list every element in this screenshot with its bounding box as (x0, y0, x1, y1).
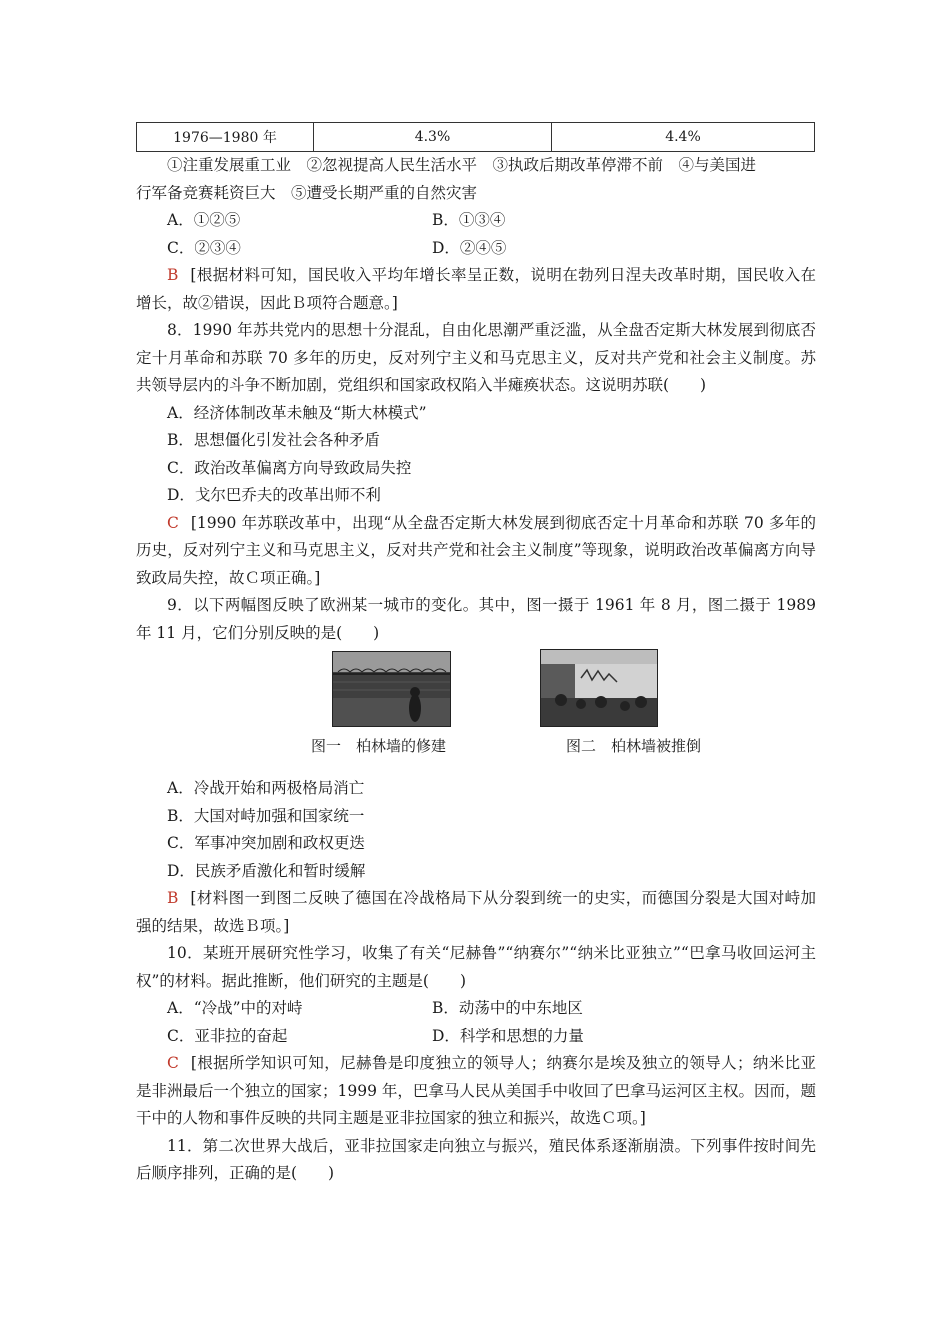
q11-stem: 11．第二次世界大战后，亚非拉国家走向独立与振兴，殖民体系逐渐崩溃。下列事件按时间先后顺序排列，正确的是( ) (136, 1136, 816, 1182)
q10-option-a: A．“冷战”中的对峙 (167, 999, 303, 1017)
q7-items-line1: ①注重发展重工业 ②忽视提高人民生活水平 ③执政后期改革停滞不前 ④与美国进 (167, 156, 757, 174)
q7-options-row1 (136, 207, 816, 235)
q10-options-row2 (136, 1023, 816, 1051)
q9-option-c: C．军事冲突加剧和政权更迭 (167, 834, 365, 852)
q8-explanation (136, 510, 816, 593)
figure-1 (306, 647, 451, 756)
q8-answer: C (167, 513, 179, 532)
q9-option-d: D．民族矛盾激化和暂时缓解 (167, 861, 366, 880)
q7-option-a: A．①②⑤ (167, 211, 241, 229)
q8-option-a: A．经济体制改革未触及“斯大林模式” (167, 403, 427, 422)
q7-option-c: C．②③④ (167, 238, 241, 257)
q8-explanation-text: [1990 年苏联改革中，出现“从全盘否定斯大林发展到彻底否定十月革命和苏联 70 多年的历史，反对列宁主义和马克思主义，反对共产党和社会主义制度”等现象，说明政治改革偏离方向导致政局失控，故Ｃ项正确。] (136, 513, 816, 587)
q9-option-a: A．冷战开始和两极格局消亡 (167, 779, 365, 797)
q8-option-d: D．戈尔巴乔夫的改革出师不利 (167, 486, 381, 504)
q7-explanation (136, 262, 816, 317)
berlin-wall-fall-photo (540, 649, 658, 727)
berlin-wall-construction-photo (332, 651, 451, 727)
q7-explanation-text: [根据材料可知，国民收入平均年增长率呈正数，说明在勃列日涅夫改革时期，国民收入在增长，故②错误，因此Ｂ项符合题意。] (136, 266, 816, 312)
q10-option-c: C．亚非拉的奋起 (167, 1026, 288, 1045)
q10-explanation-text: [根据所学知识可知，尼赫鲁是印度独立的领导人；纳赛尔是埃及独立的领导人；纳米比亚是非洲最后一个独立的国家；1999 年，巴拿马人民从美国手中收回了巴拿马运河区主权。因而，题干中的人物和事件反映的共同主题是亚非拉国家的独立和振兴，故选Ｃ项。] (136, 1054, 816, 1127)
figure-2-caption: 图二 柏林墙被推倒 (566, 737, 702, 755)
q10-stem: 10．某班开展研究性学习，收集了有关“尼赫鲁”“纳赛尔”“纳米比亚独立”“巴拿马收回运河主权”的材料。据此推断，他们研究的主题是( ) (136, 944, 816, 990)
q7-option-b: B．①③④ (432, 211, 506, 229)
figure-2 (566, 647, 701, 756)
q9-explanation (136, 885, 816, 940)
q10-explanation (136, 1050, 816, 1133)
q7-option-d: D．②④⑤ (432, 238, 507, 257)
table-cell-value-1: 4.3% (314, 123, 552, 152)
q9-option-b: B．大国对峙加强和国家统一 (167, 806, 365, 825)
q10-option-d: D．科学和思想的力量 (432, 1026, 584, 1045)
q9-answer: B (167, 889, 179, 907)
growth-table (136, 122, 815, 152)
q10-answer: C (167, 1054, 179, 1072)
table-cell-value-2: 4.4% (552, 123, 815, 152)
q8-option-c: C．政治改革偏离方向导致政局失控 (167, 458, 412, 477)
q10-option-b: B．动荡中的中东地区 (432, 999, 583, 1017)
q8-stem: 8．1990 年苏共党内的思想十分混乱，自由化思潮严重泛滥，从全盘否定斯大林发展到彻底否定十月革命和苏联 70 多年的历史，反对列宁主义和马克思主义，反对共产党和社会主义制度。苏共领导层内的斗争不断加剧，党组织和国家政权陷入半瘫痪状态。这说明苏联( ) (136, 321, 816, 394)
q10-options-row1 (136, 995, 816, 1023)
table-cell-period: 1976—1980 年 (137, 123, 314, 152)
q9-explanation-text: [材料图一到图二反映了德国在冷战格局下从分裂到统一的史实，而德国分裂是大国对峙加强的结果，故选Ｂ项。] (136, 889, 816, 935)
document-page (136, 122, 816, 1188)
q8-option-b: B．思想僵化引发社会各种矛盾 (167, 431, 380, 449)
q9-stem: 9．以下两幅图反映了欧洲某一城市的变化。其中，图一摄于 1961 年 8 月，图二摄于 1989 年 11 月，它们分别反映的是( ) (136, 596, 816, 642)
table-row (137, 123, 815, 152)
q9-figures (136, 647, 816, 775)
q7-items-line2: 行军备竞赛耗资巨大 ⑤遭受长期严重的自然灾害 (136, 183, 478, 202)
figure-1-caption: 图一 柏林墙的修建 (310, 737, 446, 755)
q7-options-row2 (136, 235, 816, 263)
q7-answer: B (167, 266, 179, 284)
